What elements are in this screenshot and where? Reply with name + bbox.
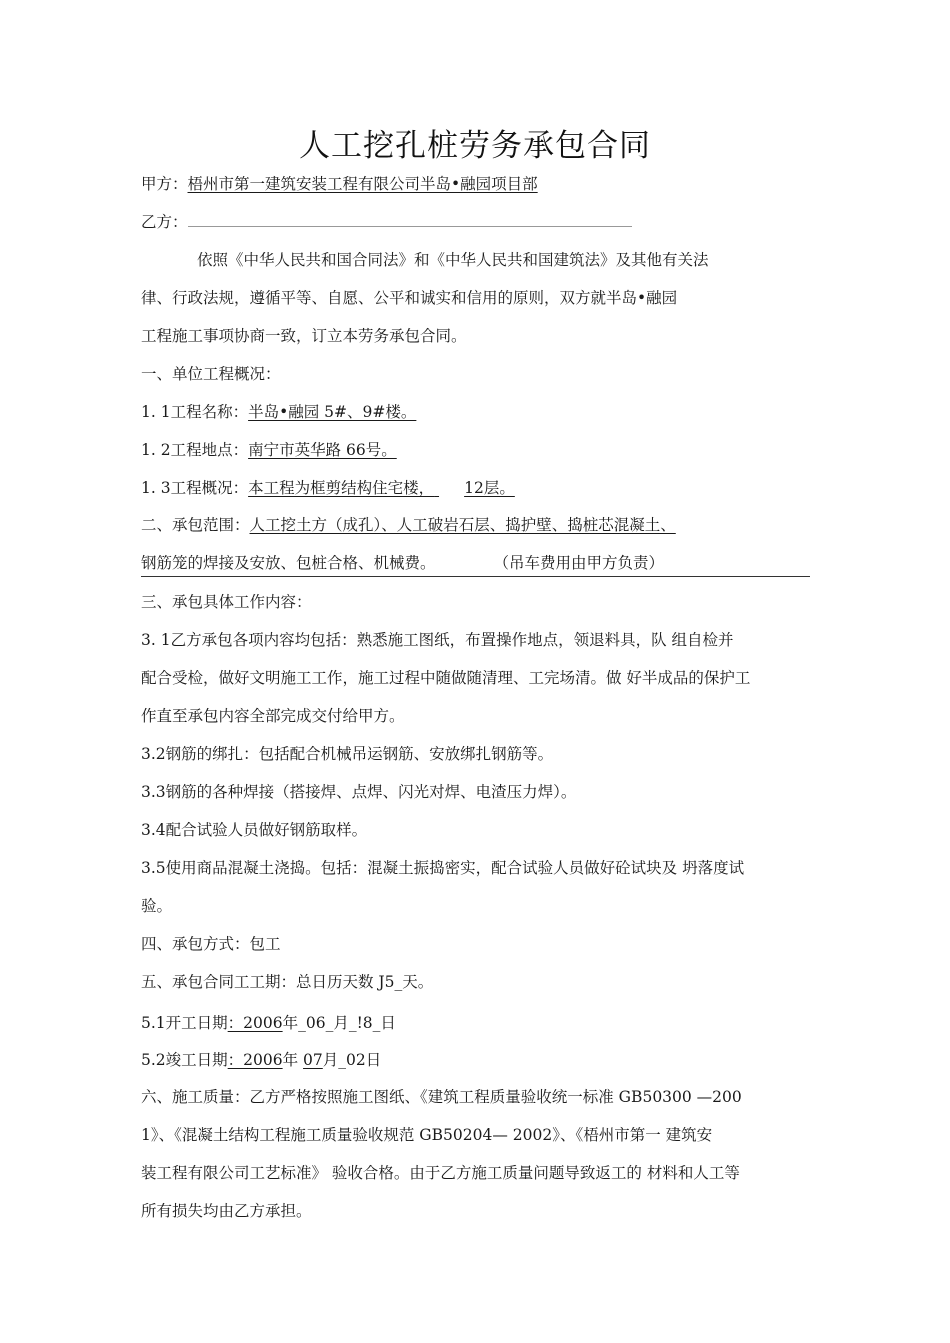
section-3-1-line-3: 作直至承包内容全部完成交付给甲方。 <box>141 707 405 725</box>
preamble-line-2: 律、行政法规，遵循平等、自愿、公平和诚实和信用的原则，双方就半岛•融园 <box>141 289 678 307</box>
document-title: 人工挖孔桩劳务承包合同 <box>299 128 651 164</box>
section-2-label: 二、承包范围： <box>141 516 250 534</box>
section-6-line-4: 所有损失均由乙方承担。 <box>141 1202 312 1220</box>
section-1-item-2 <box>141 440 397 460</box>
section-6-line-3: 装工程有限公司工艺标准》 验收合格。由于乙方施工质量问题导致返工的 材料和人工等 <box>141 1164 740 1182</box>
party-b-line <box>141 212 632 232</box>
item-3-value-a: 本工程为框剪结构住宅楼， <box>248 479 435 497</box>
start-date-rest: 年_06_月_!8_日 <box>282 1014 396 1032</box>
item-1-value: 半岛•融园 5#、9#楼。 <box>248 403 417 421</box>
section-6-line-1: 六、施工质量：乙方严格按照施工图纸、《建筑工程质量验收统一标准 GB50300 —200 <box>141 1088 742 1106</box>
section-3-5-line-2: 验。 <box>141 897 173 915</box>
section-3-2: 3.2钢筋的绑扎：包括配合机械吊运钢筋、安放绑扎钢筋等。 <box>141 745 554 763</box>
party-a-value: 梧州市第一建筑安装工程有限公司半岛•融园项目部 <box>187 175 538 193</box>
section-5-heading: 五、承包合同工工期：总日历天数 J5_天。 <box>141 973 434 991</box>
item-2-value: 南宁市英华路 66号。 <box>248 441 397 459</box>
section-3-1-line-1: 3. 1乙方承包各项内容均包括：熟悉施工图纸，布置操作地点，领退料具，队 组自检并 <box>141 631 734 649</box>
preamble-line-1: 依照《中华人民共和国合同法》和《中华人民共和国建筑法》及其他有关法 <box>197 251 709 269</box>
party-b-label: 乙方： <box>141 213 188 231</box>
section-3-heading: 三、承包具体工作内容： <box>141 593 312 611</box>
item-3-label: 1. 3工程概况： <box>141 479 249 497</box>
section-3-4: 3.4配合试验人员做好钢筋取样。 <box>141 821 368 839</box>
party-a-label: 甲方： <box>141 175 188 193</box>
end-date-month: 07 <box>303 1051 323 1069</box>
section-2-line-2 <box>141 553 664 573</box>
party-a-line <box>141 174 538 194</box>
section-3-1-line-2: 配合受检，做好文明施工工作，施工过程中随做随清理、工完场清。做 好半成品的保护工 <box>141 669 751 687</box>
section-2-value-line-2: 钢筋笼的焊接及安放、包桩合格、机械费。 <box>141 554 436 572</box>
end-date-mid: 年 <box>282 1051 304 1069</box>
preamble-line-3: 工程施工事项协商一致，订立本劳务承包合同。 <box>141 327 467 345</box>
item-2-label: 1. 2工程地点： <box>141 441 249 459</box>
end-date-year: ：2006 <box>227 1051 283 1069</box>
start-date-label: 5.1开工日期 <box>141 1014 228 1032</box>
section-2-line-1 <box>141 515 676 535</box>
section-2-value-line-1: 人工挖土方（成孔）、人工破岩石层、捣护壁、捣桩芯混凝土、 <box>249 516 676 534</box>
section-4: 四、承包方式：包工 <box>141 935 281 953</box>
section-1-heading: 一、单位工程概况： <box>141 365 281 383</box>
end-date-label: 5.2竣工日期 <box>141 1051 228 1069</box>
end-date-rest: 月_02日 <box>322 1051 382 1069</box>
section-1-item-3 <box>141 478 515 498</box>
start-date-year: ：2006 <box>227 1014 283 1032</box>
section-1-item-1 <box>141 402 416 422</box>
section-2-note: （吊车费用由甲方负责） <box>493 554 665 572</box>
item-1-label: 1. 1工程名称： <box>141 403 249 421</box>
section-6-line-2: 1》、《混凝土结构工程施工质量验收规范 GB50204— 2002》、《梧州市第一 建筑安 <box>141 1126 713 1144</box>
section-5-1-start-date <box>141 1013 396 1033</box>
section-3-3: 3.3钢筋的各种焊接（搭接焊、点焊、闪光对焊、电渣压力焊）。 <box>141 783 577 801</box>
section-2-underline <box>141 576 810 577</box>
section-5-2-end-date <box>141 1050 381 1070</box>
party-b-blank <box>188 212 632 227</box>
item-3-value-b: 12层。 <box>464 479 515 497</box>
section-3-5-line-1: 3.5使用商品混凝土浇捣。包括：混凝土振捣密实，配合试验人员做好砼试块及 坍落度试 <box>141 859 745 877</box>
item-3-gap <box>434 478 464 498</box>
